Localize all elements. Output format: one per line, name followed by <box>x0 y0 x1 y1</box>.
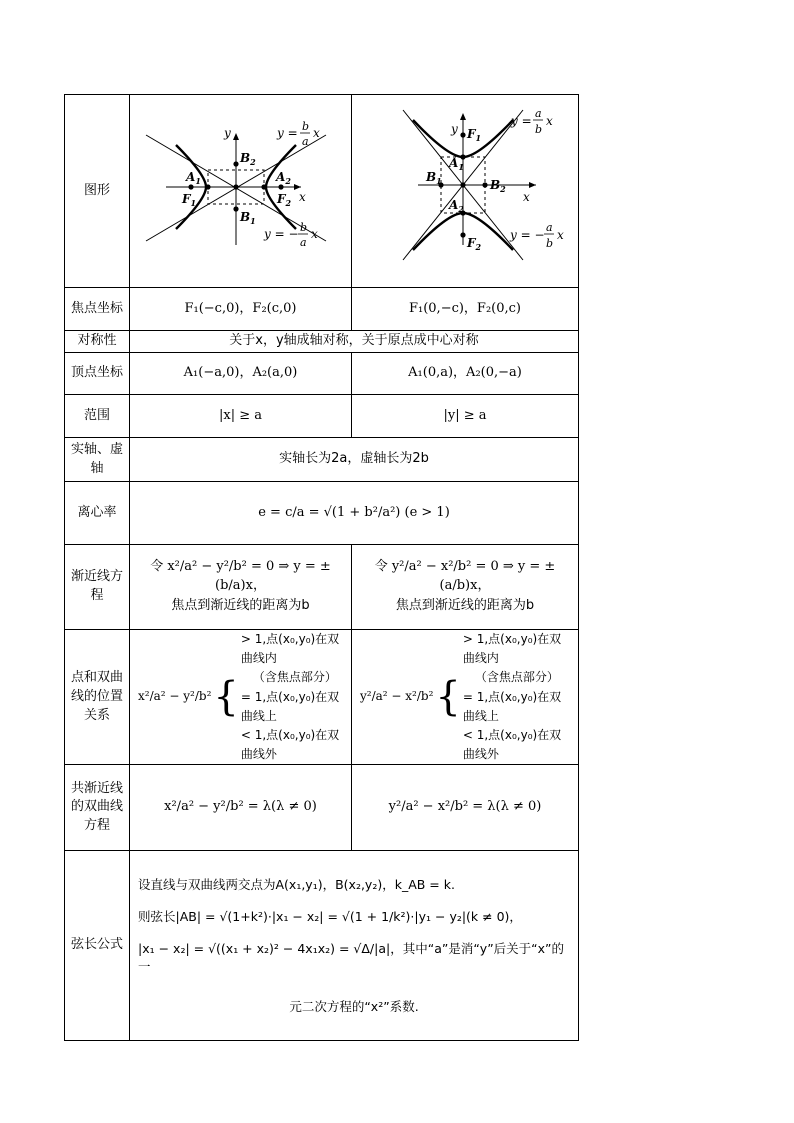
asymptote-right-eq: 令 y²/a² − x²/b² = 0 ⇒ y = ±(a/b)x， <box>374 558 556 593</box>
svg-text:a: a <box>545 221 553 235</box>
svg-text:y = −: y = − <box>509 228 545 243</box>
row-vertex <box>65 353 579 395</box>
fig-left-label-f1: $F_1$ <box>181 192 196 209</box>
fig-left-asym-top-label <box>276 120 320 148</box>
hyperbola-table <box>64 94 579 1041</box>
row-focus <box>65 288 579 331</box>
case-note: （含焦点部分） <box>252 670 337 685</box>
label-range: 范围 <box>65 395 130 438</box>
fig-right-label-a1: $A_1$ <box>448 156 464 173</box>
fig-left-label-y: y <box>223 126 231 141</box>
position-right-cases <box>463 630 570 764</box>
svg-text:a: a <box>534 107 542 121</box>
eccentricity-formula: e = c/a = √(1 + b²/a²) (e > 1) <box>130 482 579 545</box>
asymptote-right-note: 焦点到渐近线的距离为b <box>395 598 535 614</box>
axes-text: 实轴长为2a，虚轴长为2b <box>130 438 579 482</box>
svg-text:b: b <box>299 221 307 235</box>
svg-text:y =: y = <box>276 126 298 141</box>
case-note: （含焦点部分） <box>474 670 559 685</box>
asymptote-right <box>352 545 579 630</box>
fig-right-label-f2: $F_2$ <box>466 236 481 253</box>
fig-left-asym-bottom-label <box>263 221 318 249</box>
chord-line-1: 设直线与双曲线两交点为A(x₁,y₁)，B(x₂,y₂)，k_AB = k. <box>138 876 455 892</box>
fig-right-label-b1: $B_1$ <box>425 170 442 187</box>
fig-left-label-a1: $A_1$ <box>185 170 201 187</box>
row-asymptote <box>65 545 579 630</box>
focus-left: F₁(−c,0)，F₂(c,0) <box>130 288 352 331</box>
fig-right-label-a2: $A_2$ <box>448 198 464 215</box>
svg-text:b: b <box>301 120 309 134</box>
case-on: = 1,点(x₀,y₀)在双曲线上 <box>240 689 340 723</box>
label-focus: 焦点坐标 <box>65 288 130 331</box>
vertex-left: A₁(−a,0)，A₂(a,0) <box>130 353 352 395</box>
chord-line-4: 元二次方程的“x²”系数. <box>289 999 419 1014</box>
row-graph <box>65 95 579 288</box>
label-symmetry: 对称性 <box>65 331 130 353</box>
label-asymptote: 渐近线方程 <box>65 545 130 630</box>
row-symmetry <box>65 331 579 353</box>
svg-text:x: x <box>312 126 320 141</box>
svg-text:x: x <box>545 114 553 129</box>
label-vertex: 顶点坐标 <box>65 353 130 395</box>
label-graph: 图形 <box>65 95 130 288</box>
svg-text:y = −: y = − <box>263 227 299 242</box>
svg-text:x: x <box>310 227 318 242</box>
common-left: x²/a² − y²/b² = λ(λ ≠ 0) <box>130 765 352 851</box>
fig-left-label-f2: $F_2$ <box>276 192 291 209</box>
common-right: y²/a² − x²/b² = λ(λ ≠ 0) <box>352 765 579 851</box>
asymptote-left-eq: 令 x²/a² − y²/b² = 0 ⇒ y = ±(b/a)x， <box>150 558 331 593</box>
symmetry-text: 关于x，y轴成轴对称，关于原点成中心对称 <box>130 331 579 353</box>
focus-right: F₁(0,−c)，F₂(0,c) <box>352 288 579 331</box>
row-range <box>65 395 579 438</box>
svg-text:a: a <box>301 135 309 149</box>
case-outside: < 1,点(x₀,y₀)在双曲线外 <box>462 727 562 762</box>
label-axes: 实轴、虚轴 <box>65 438 130 482</box>
asymptote-left <box>130 545 352 630</box>
case-inside: > 1,点(x₀,y₀)在双曲线内 <box>462 632 562 666</box>
row-chord <box>65 851 579 1041</box>
position-right-lhs: y²/a² − x²/b² <box>360 689 434 704</box>
asymptote-left-note: 焦点到渐近线的距离为b <box>171 598 310 614</box>
case-inside: > 1,点(x₀,y₀)在双曲线内 <box>240 632 340 666</box>
brace-icon: { <box>435 674 461 721</box>
svg-text:b: b <box>545 237 553 251</box>
case-on: = 1,点(x₀,y₀)在双曲线上 <box>462 689 562 723</box>
label-common-asymptote: 共渐近线的双曲线方程 <box>65 765 130 851</box>
svg-text:a: a <box>299 236 307 250</box>
position-right <box>352 630 579 765</box>
svg-text:y =: y = <box>510 114 532 129</box>
fig-right-label-y: y <box>450 122 458 137</box>
label-position: 点和双曲线的位置关系 <box>65 630 130 765</box>
fig-left-label-b1: $B_1$ <box>239 210 256 227</box>
chord-line-2: 则弦长|AB| = √(1+k²)·|x₁ − x₂| = √(1 + 1/k²)·|y₁ − y₂|(k ≠ 0)， <box>138 908 522 924</box>
hyperbola-horizontal-figure <box>136 95 346 280</box>
row-position <box>65 630 579 765</box>
label-chord: 弦长公式 <box>65 851 130 1041</box>
row-eccentricity <box>65 482 579 545</box>
fig-left-label-b2: $B_2$ <box>239 151 256 168</box>
range-left: |x| ≥ a <box>130 395 352 438</box>
row-common-asymptote <box>65 765 579 851</box>
hyperbola-vertical-figure <box>358 95 573 280</box>
fig-right-label-x: x <box>522 190 530 205</box>
fig-right-label-b2: $B_2$ <box>489 178 506 195</box>
range-right: |y| ≥ a <box>352 395 579 438</box>
brace-icon: { <box>213 674 239 721</box>
position-left-lhs: x²/a² − y²/b² <box>138 689 212 704</box>
svg-text:x: x <box>556 228 564 243</box>
fig-left-label-x: x <box>298 190 306 205</box>
chord-line-3: |x₁ − x₂| = √((x₁ + x₂)² − 4x₁x₂) = √Δ/|a|，其中“a”是消“y”后关于“x”的一 <box>138 940 565 974</box>
case-outside: < 1,点(x₀,y₀)在双曲线外 <box>240 727 340 762</box>
position-left-cases <box>241 630 343 764</box>
vertex-right: A₁(0,a)，A₂(0,−a) <box>352 353 579 395</box>
svg-text:b: b <box>534 123 542 137</box>
label-eccentricity: 离心率 <box>65 482 130 545</box>
chord-cell <box>130 851 579 1041</box>
fig-right-label-f1: $F_1$ <box>466 127 481 144</box>
figure-left-cell <box>130 95 352 288</box>
figure-right-cell <box>352 95 579 288</box>
fig-right-asym-bottom-label <box>509 221 564 250</box>
fig-right-asym-top-label <box>510 107 553 136</box>
row-axes <box>65 438 579 482</box>
position-left <box>130 630 352 765</box>
fig-left-label-a2: $A_2$ <box>275 170 291 187</box>
